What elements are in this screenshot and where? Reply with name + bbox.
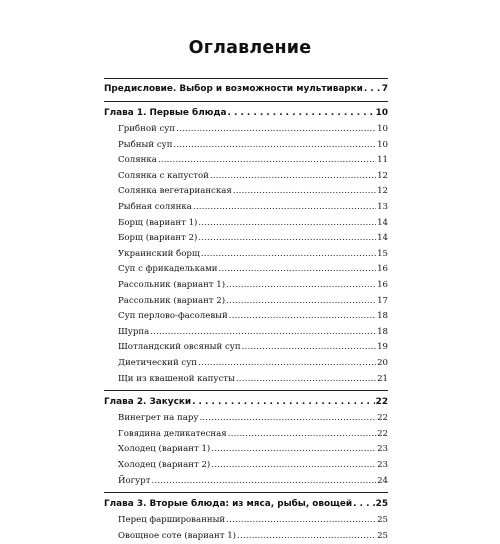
entry-page: 20 — [377, 358, 388, 368]
dot-leader — [158, 153, 376, 169]
entry-title: Борщ (вариант 2) — [118, 233, 198, 244]
entry-title: Рассольник (вариант 2) — [118, 295, 226, 306]
divider — [104, 78, 388, 79]
toc-item[interactable] — [104, 325, 388, 341]
dot-leader — [211, 458, 376, 474]
toc-item[interactable] — [104, 153, 388, 169]
entry-title: Глава 2. Закуски — [104, 397, 192, 408]
entry-title: Йогурт — [118, 475, 151, 486]
entry-page: 22 — [377, 413, 388, 424]
toc-item[interactable] — [104, 356, 388, 372]
entry-page: 22 — [377, 428, 388, 439]
dot-leader — [192, 396, 375, 409]
dot-leader — [199, 411, 376, 427]
dot-leader — [193, 200, 376, 216]
toc-item[interactable] — [104, 184, 388, 200]
dot-leader — [228, 427, 376, 443]
entry-page: 23 — [377, 460, 388, 470]
dot-leader — [151, 474, 376, 490]
entry-page: 10 — [377, 139, 388, 150]
toc-item[interactable] — [104, 231, 388, 247]
dot-leader — [219, 262, 377, 278]
dot-leader — [226, 294, 376, 310]
toc-item[interactable] — [104, 513, 388, 529]
entry-title: Борщ (вариант 1) — [118, 217, 198, 228]
entry-title: Винегрет на пару — [118, 413, 199, 424]
entry-title: Суп с фрикадельками — [118, 264, 218, 275]
dot-leader — [233, 184, 376, 200]
entry-title: Солянка вегетарианская — [118, 186, 232, 197]
dot-leader — [226, 278, 376, 294]
entry-page: 25 — [377, 530, 388, 541]
toc-item[interactable] — [104, 474, 388, 490]
entry-title: Грибной суп — [118, 124, 176, 134]
entry-page: 16 — [377, 264, 388, 275]
dot-leader — [198, 231, 376, 247]
entry-page: 25 — [375, 499, 388, 510]
dot-leader — [229, 309, 376, 325]
entry-title: Диетический суп — [118, 358, 198, 368]
dot-leader — [237, 529, 376, 544]
entry-page: 16 — [377, 280, 388, 290]
toc-item[interactable] — [104, 262, 388, 278]
entry-page: 18 — [377, 326, 388, 337]
entry-title: Глава 1. Первые блюда — [104, 108, 227, 118]
entry-page: 24 — [377, 475, 388, 486]
dot-leader — [211, 442, 376, 458]
dot-leader — [236, 372, 376, 388]
entry-title: Овощное соте (вариант 1) — [118, 530, 237, 541]
entry-title: Рыбная солянка — [118, 202, 192, 212]
toc-item[interactable] — [104, 442, 388, 458]
dot-leader — [228, 107, 375, 120]
toc-item[interactable] — [104, 294, 388, 310]
entry-page: 11 — [377, 155, 388, 166]
toc-item[interactable] — [104, 427, 388, 443]
toc-item[interactable] — [104, 309, 388, 325]
entry-title: Щи из квашеной капусты — [118, 373, 235, 384]
toc-item[interactable] — [104, 138, 388, 154]
toc-item[interactable] — [104, 278, 388, 294]
entry-title: Холодец (вариант 1) — [118, 444, 211, 455]
entry-title: Шурпа — [118, 326, 150, 337]
dot-leader — [150, 325, 376, 341]
dot-leader — [173, 138, 376, 154]
dot-leader — [201, 247, 376, 263]
entry-page: 21 — [377, 373, 388, 384]
entry-title: Солянка с капустой — [118, 170, 209, 181]
toc-item[interactable] — [104, 200, 388, 216]
entry-page: 10 — [375, 108, 388, 118]
divider — [104, 492, 388, 493]
toc-item[interactable] — [104, 529, 388, 544]
entry-title: Предисловие. Выбор и возможности мультиварки — [104, 84, 363, 94]
toc-item[interactable] — [104, 216, 388, 232]
entry-page: 12 — [377, 186, 388, 197]
toc-preface[interactable] — [104, 83, 388, 96]
entry-title: Холодец (вариант 2) — [118, 460, 211, 470]
entry-title: Рассольник (вариант 1) — [118, 280, 226, 290]
entry-title: Шотландский овсяный суп — [118, 342, 241, 353]
entry-page: 17 — [377, 295, 388, 306]
dot-leader — [242, 340, 376, 356]
toc-item[interactable] — [104, 247, 388, 263]
dot-leader — [226, 513, 376, 529]
entry-title: Глава 3. Вторые блюда: из мяса, рыбы, овощей — [104, 499, 353, 510]
toc-chapter-1[interactable] — [104, 107, 388, 120]
toc-item[interactable] — [104, 458, 388, 474]
toc-item[interactable] — [104, 169, 388, 185]
toc-chapter-2[interactable] — [104, 396, 388, 409]
entry-page: 23 — [377, 444, 388, 455]
entry-page: 14 — [377, 217, 388, 228]
toc-item[interactable] — [104, 372, 388, 388]
entry-page: 7 — [381, 84, 388, 94]
entry-page: 14 — [377, 233, 388, 244]
entry-page: 22 — [375, 397, 388, 408]
divider — [104, 390, 388, 391]
toc-item[interactable] — [104, 411, 388, 427]
toc-item[interactable] — [104, 340, 388, 356]
entry-title: Говядина деликатесная — [118, 428, 227, 439]
dot-leader — [198, 356, 376, 372]
entry-page: 18 — [377, 311, 388, 322]
dot-leader — [353, 498, 375, 511]
divider — [104, 101, 388, 102]
toc-chapter-3[interactable] — [104, 498, 388, 511]
entry-title: Солянка — [118, 155, 157, 166]
entry-title: Перец фаршированный — [118, 515, 226, 526]
dot-leader — [198, 216, 376, 232]
toc-item[interactable] — [104, 122, 388, 138]
entry-page: 15 — [377, 248, 388, 259]
dot-leader — [364, 83, 381, 96]
entry-title: Украинский борщ — [118, 248, 200, 259]
page-title: Оглавление — [188, 38, 312, 58]
dot-leader — [176, 122, 376, 138]
entry-title: Рыбный суп — [118, 139, 173, 150]
entry-page: 10 — [377, 124, 388, 134]
entry-page: 12 — [377, 170, 388, 181]
entry-page: 19 — [377, 342, 388, 353]
dot-leader — [210, 169, 376, 185]
entry-page: 13 — [377, 202, 388, 212]
entry-page: 25 — [377, 515, 388, 526]
entry-title: Суп перлово-фасолевый — [118, 311, 228, 322]
